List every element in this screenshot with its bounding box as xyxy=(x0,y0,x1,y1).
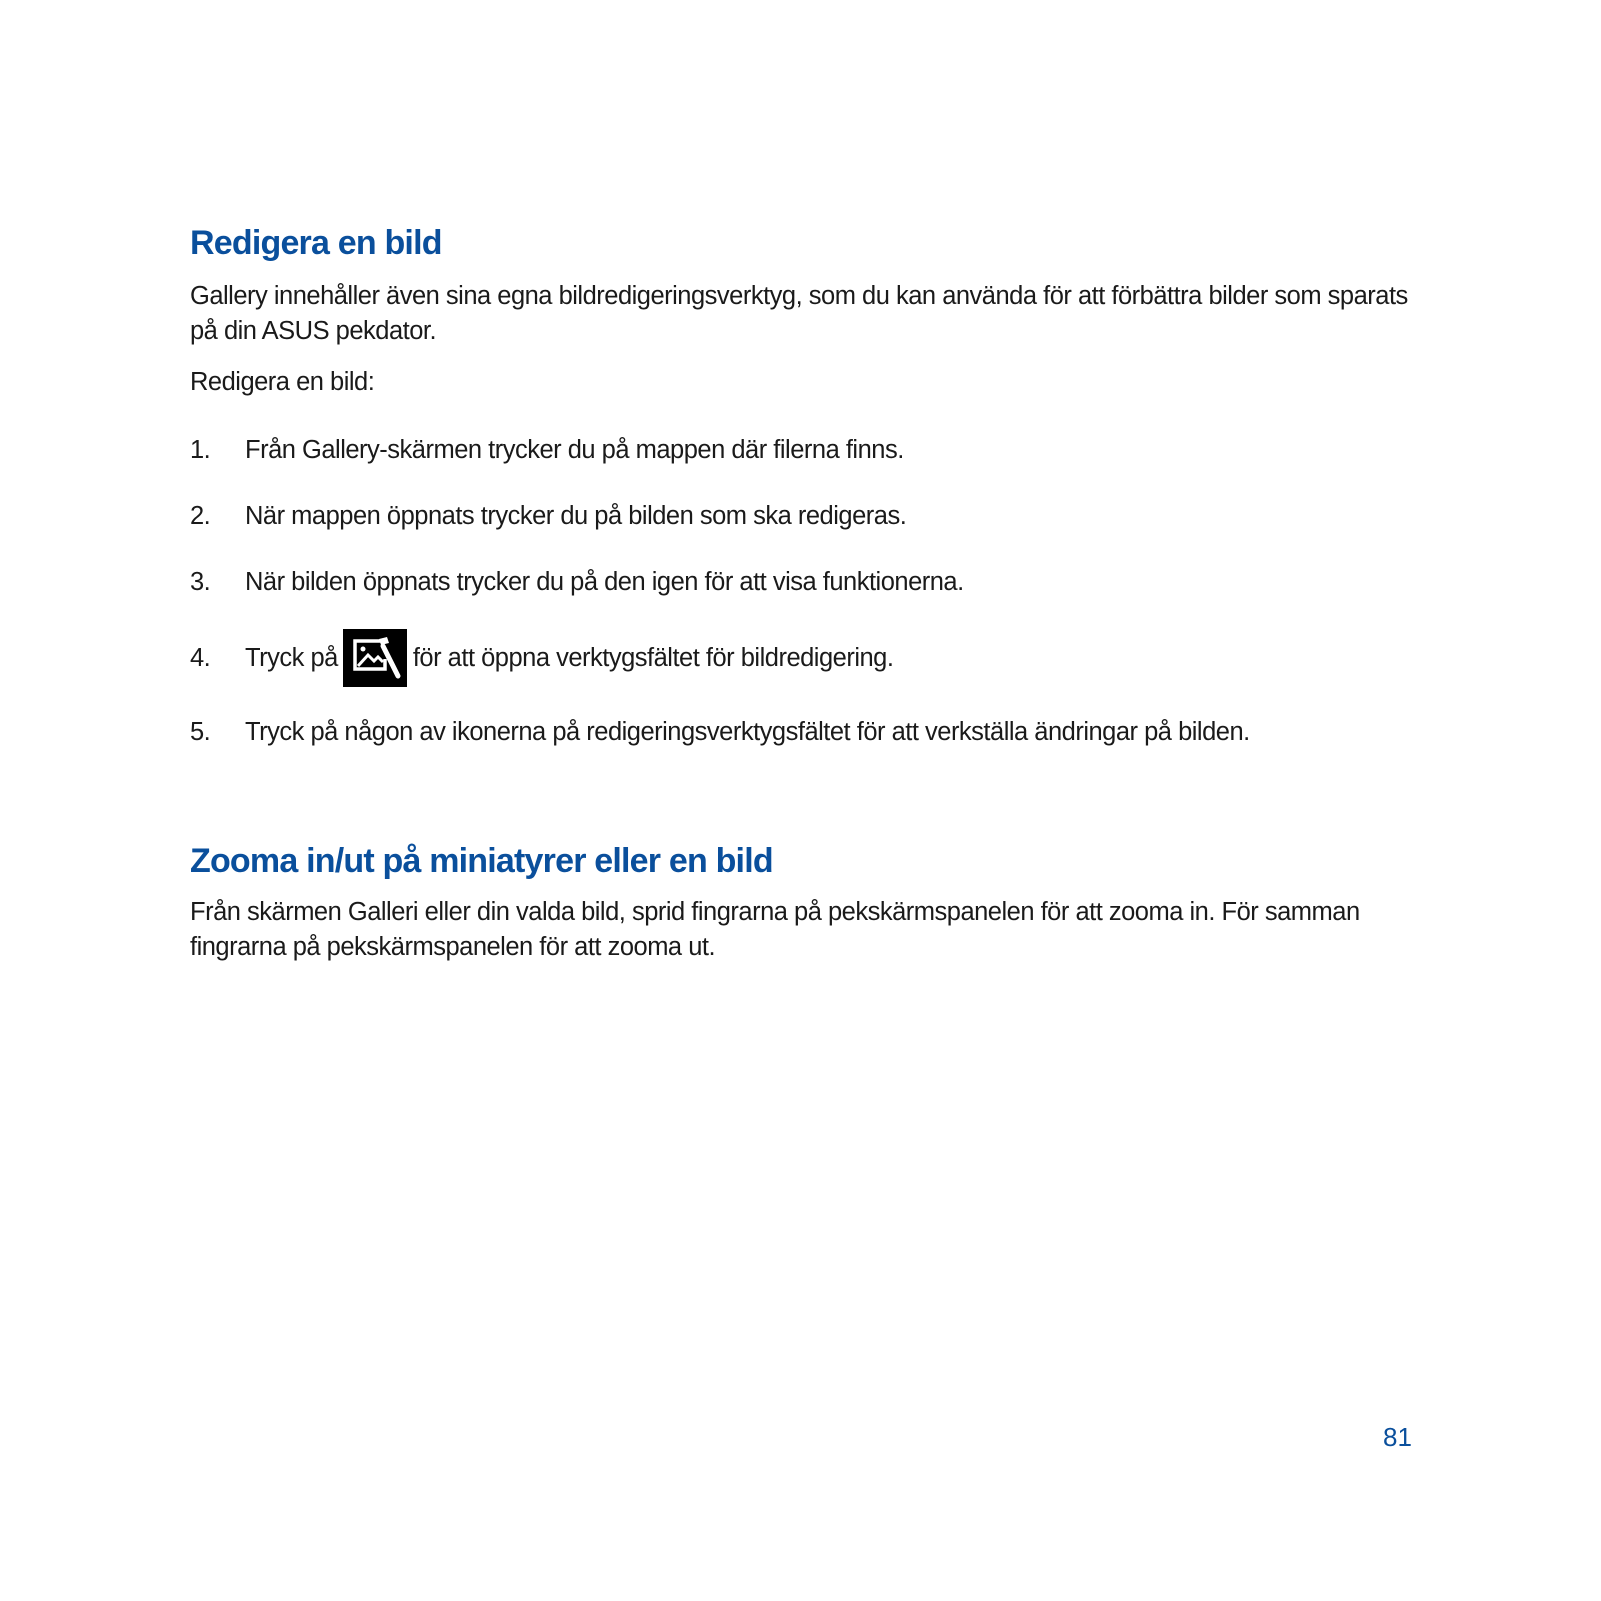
step-text: När bilden öppnats trycker du på den igen för att visa funktionerna. xyxy=(245,567,964,596)
step-text-after-icon: för att öppna verktygsfältet för bildredigering. xyxy=(412,643,894,672)
list-item xyxy=(190,629,893,687)
step-number: 2. xyxy=(190,501,211,530)
step-number: 3. xyxy=(190,567,211,596)
step-text: När mappen öppnats trycker du på bilden som ska redigeras. xyxy=(245,501,907,530)
step-text: Från Gallery-skärmen trycker du på mappen där filerna finns. xyxy=(245,435,904,464)
zoom-paragraph: Från skärmen Galleri eller din valda bild, sprid fingrarna på pekskärmspanelen för att zooma in. För samman fingrarna på pekskärmspanelen för att zooma ut. xyxy=(190,898,1360,961)
list-item xyxy=(190,496,906,536)
list-item xyxy=(190,430,904,470)
step-text-before-icon: Tryck på xyxy=(245,643,338,672)
section-title-zoom: Zooma in/ut på miniatyrer eller en bild xyxy=(190,842,773,880)
list-item xyxy=(190,562,964,602)
step-text: Tryck på någon av ikonerna på redigeringsverktygsfältet för att verkställa ändringar på bilden. xyxy=(245,717,1250,746)
image-edit-icon xyxy=(343,629,407,687)
step-number: 1. xyxy=(190,435,211,464)
list-item xyxy=(190,712,1250,752)
section-intro-paragraph: Gallery innehåller även sina egna bildredigeringsverktyg, som du kan använda för att förbättra bilder som sparats på din ASUS pekdator. xyxy=(190,282,1408,345)
page-number: 81 xyxy=(1383,1422,1412,1452)
steps-lead-text: Redigera en bild: xyxy=(190,368,375,396)
section-title-edit-image: Redigera en bild xyxy=(190,224,442,262)
step-number: 4. xyxy=(190,643,211,672)
step-number: 5. xyxy=(190,717,211,746)
